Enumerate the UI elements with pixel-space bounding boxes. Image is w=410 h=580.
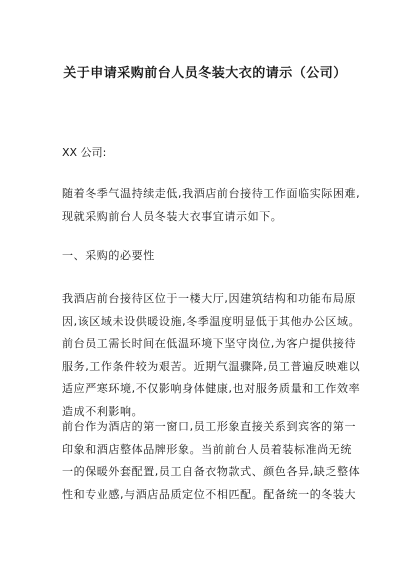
paragraph-line: 一的保暖外套配置,员工自备衣物款式、颜色各异,缺乏整体 bbox=[62, 465, 361, 478]
section-heading: 一、采购的必要性 bbox=[62, 249, 155, 262]
paragraph-line: 印象和酒店整体品牌形象。当前前台人员着装标准尚无统 bbox=[62, 442, 352, 456]
intro-line: 随着冬季气温持续走低,我酒店前台接待工作面临实际困难, bbox=[62, 187, 361, 200]
salutation: XX 公司: bbox=[62, 146, 107, 159]
paragraph-line: 因,该区域未设供暖设施,冬季温度明显低于其他办公区域。 bbox=[62, 314, 361, 328]
paragraph-two bbox=[62, 416, 361, 506]
paragraph-one bbox=[62, 288, 361, 423]
paragraph-line: 造成不利影响。 bbox=[62, 404, 144, 418]
paragraph-line: 适应严寒环境,不仅影响身体健康,也对服务质量和工作效率 bbox=[62, 382, 361, 395]
intro-line: 现就采购前台人员冬装大衣事宜请示如下。 bbox=[62, 209, 283, 223]
paragraph-line: 前台员工需长时间在低温环境下坚守岗位,为客户提供接待 bbox=[62, 337, 357, 350]
intro-paragraph bbox=[62, 183, 361, 228]
document-title: 关于申请采购前台人员冬装大衣的请示（公司） bbox=[63, 66, 347, 81]
paragraph-line: 我酒店前台接待区位于一楼大厅,因建筑结构和功能布局原 bbox=[62, 292, 357, 305]
paragraph-line: 性和专业感,与酒店品质定位不相匹配。配备统一的冬装大 bbox=[62, 487, 357, 501]
paragraph-line: 前台作为酒店的第一窗口,员工形象直接关系到宾客的第一 bbox=[62, 420, 357, 433]
paragraph-line: 服务,工作条件较为艰苦。近期气温骤降,员工普遍反映难以 bbox=[62, 359, 361, 373]
